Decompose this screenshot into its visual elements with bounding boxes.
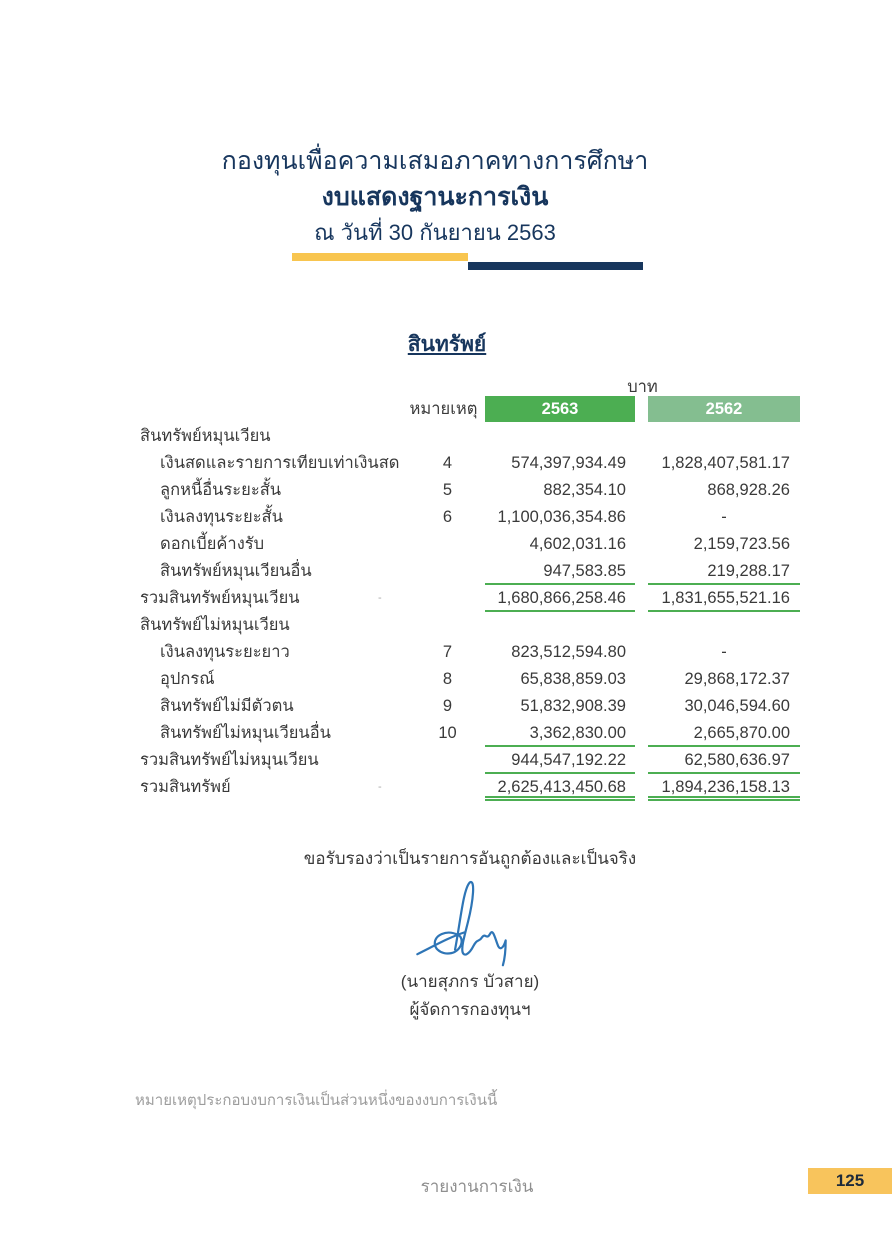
table-row bbox=[140, 693, 800, 720]
decorative-bar-yellow bbox=[292, 253, 468, 261]
row-label: สินทรัพย์ไม่มีตัวตน bbox=[160, 697, 294, 715]
row-value-2563: 51,832,908.39 bbox=[520, 697, 626, 715]
row-label: เงินลงทุนระยะสั้น bbox=[160, 508, 283, 526]
row-value-2563 bbox=[485, 612, 635, 639]
row-value-2562: - bbox=[721, 508, 727, 526]
row-value-2563: 65,838,859.03 bbox=[520, 670, 626, 688]
decorative-bar-navy bbox=[468, 262, 643, 270]
row-note bbox=[410, 774, 485, 801]
unit-row bbox=[140, 374, 800, 396]
row-value-2562: 2,159,723.56 bbox=[693, 535, 790, 553]
row-label: รวมสินทรัพย์หมุนเวียน bbox=[140, 589, 300, 607]
row-label: สินทรัพย์ไม่หมุนเวียนอื่น bbox=[160, 724, 331, 742]
row-note bbox=[410, 747, 485, 774]
row-note bbox=[410, 558, 485, 585]
financial-statement-footnote: หมายเหตุประกอบงบการเงินเป็นส่วนหนึ่งของงบการเงินนี้ bbox=[135, 1092, 498, 1109]
row-note bbox=[410, 531, 485, 558]
assets-section-heading: สินทรัพย์ bbox=[407, 333, 487, 356]
table-row bbox=[140, 531, 800, 558]
table-row bbox=[140, 450, 800, 477]
row-note: 6 bbox=[442, 508, 453, 526]
table-row bbox=[140, 558, 800, 585]
signature-image bbox=[304, 876, 636, 968]
row-value-2562: 219,288.17 bbox=[648, 558, 800, 585]
row-value-2563: 3,362,830.00 bbox=[485, 720, 635, 747]
signer-name: (นายสุภกร บัวสาย) bbox=[400, 972, 540, 991]
note-column-header: หมายเหตุ bbox=[409, 400, 478, 418]
table-row-grand-total bbox=[140, 774, 800, 801]
signer-role: ผู้จัดการกองทุนฯ bbox=[409, 1000, 531, 1019]
row-note: 10 bbox=[438, 724, 457, 742]
row-value-2562: 868,928.26 bbox=[707, 481, 790, 499]
row-value-2563: 1,100,036,354.86 bbox=[497, 508, 626, 526]
row-label: ลูกหนี้อื่นระยะสั้น bbox=[160, 481, 282, 499]
organization-name: กองทุนเพื่อความเสมอภาคทางการศึกษา bbox=[221, 147, 649, 175]
row-value-2562: 1,894,236,158.13 bbox=[648, 774, 800, 801]
certification-block bbox=[304, 845, 636, 1024]
table-row bbox=[140, 504, 800, 531]
note-dash: - bbox=[378, 781, 382, 793]
row-label: ดอกเบี้ยค้างรับ bbox=[160, 535, 265, 553]
row-value-2562: - bbox=[721, 643, 727, 661]
row-note bbox=[410, 423, 485, 450]
row-label: รวมสินทรัพย์ bbox=[140, 778, 231, 796]
table-row bbox=[140, 612, 800, 639]
document-header bbox=[222, 143, 649, 251]
row-note bbox=[410, 585, 485, 612]
row-note: 7 bbox=[442, 643, 453, 661]
row-label: รวมสินทรัพย์ไม่หมุนเวียน bbox=[140, 751, 319, 769]
row-value-2562: 1,831,655,521.16 bbox=[648, 585, 800, 612]
statement-title: งบแสดงฐานะการเงิน bbox=[321, 183, 549, 211]
row-value-2562 bbox=[648, 423, 800, 450]
row-note: 4 bbox=[442, 454, 453, 472]
note-dash: - bbox=[378, 592, 382, 604]
row-label: สินทรัพย์หมุนเวียน bbox=[140, 427, 271, 445]
row-value-2562: 30,046,594.60 bbox=[684, 697, 790, 715]
currency-unit-label: บาท bbox=[627, 378, 658, 396]
row-label: เงินลงทุนระยะยาว bbox=[160, 643, 290, 661]
table-row bbox=[140, 477, 800, 504]
row-value-2563: 823,512,594.80 bbox=[511, 643, 626, 661]
row-note: 9 bbox=[442, 697, 453, 715]
row-note: 8 bbox=[442, 670, 453, 688]
row-note bbox=[410, 612, 485, 639]
table-row bbox=[140, 639, 800, 666]
row-value-2562: 29,868,172.37 bbox=[684, 670, 790, 688]
table-row bbox=[140, 720, 800, 747]
table-row-total bbox=[140, 585, 800, 612]
footer-report-label: รายงานการเงิน bbox=[420, 1177, 534, 1196]
row-value-2563: 574,397,934.49 bbox=[511, 454, 626, 472]
row-label: เงินสดและรายการเทียบเท่าเงินสด bbox=[160, 454, 400, 472]
row-value-2563: 882,354.10 bbox=[543, 481, 626, 499]
row-value-2562 bbox=[648, 612, 800, 639]
row-value-2563: 2,625,413,450.68 bbox=[485, 774, 635, 801]
row-label: อุปกรณ์ bbox=[160, 670, 215, 688]
row-value-2563: 947,583.85 bbox=[485, 558, 635, 585]
certification-statement: ขอรับรองว่าเป็นรายการอันถูกต้องและเป็นจริง bbox=[303, 849, 637, 868]
note-column-header-cell bbox=[140, 396, 485, 422]
year-2562-column-header: 2562 bbox=[648, 396, 800, 422]
table-row bbox=[140, 423, 800, 450]
row-value-2563 bbox=[485, 423, 635, 450]
row-label: สินทรัพย์หมุนเวียนอื่น bbox=[160, 562, 312, 580]
row-value-2562: 62,580,636.97 bbox=[648, 747, 800, 774]
row-value-2562: 1,828,407,581.17 bbox=[661, 454, 790, 472]
page-number-badge: 125 bbox=[808, 1168, 892, 1194]
assets-table bbox=[140, 374, 800, 801]
row-label: สินทรัพย์ไม่หมุนเวียน bbox=[140, 616, 290, 634]
statement-date: ณ วันที่ 30 กันยายน 2563 bbox=[314, 220, 556, 245]
signature-drawing bbox=[405, 876, 535, 968]
row-note: 5 bbox=[442, 481, 453, 499]
row-value-2563: 944,547,192.22 bbox=[485, 747, 635, 774]
row-value-2563: 1,680,866,258.46 bbox=[485, 585, 635, 612]
table-row-total bbox=[140, 747, 800, 774]
table-row bbox=[140, 666, 800, 693]
year-2563-column-header: 2563 bbox=[485, 396, 635, 422]
row-value-2563: 4,602,031.16 bbox=[529, 535, 626, 553]
row-value-2562: 2,665,870.00 bbox=[648, 720, 800, 747]
